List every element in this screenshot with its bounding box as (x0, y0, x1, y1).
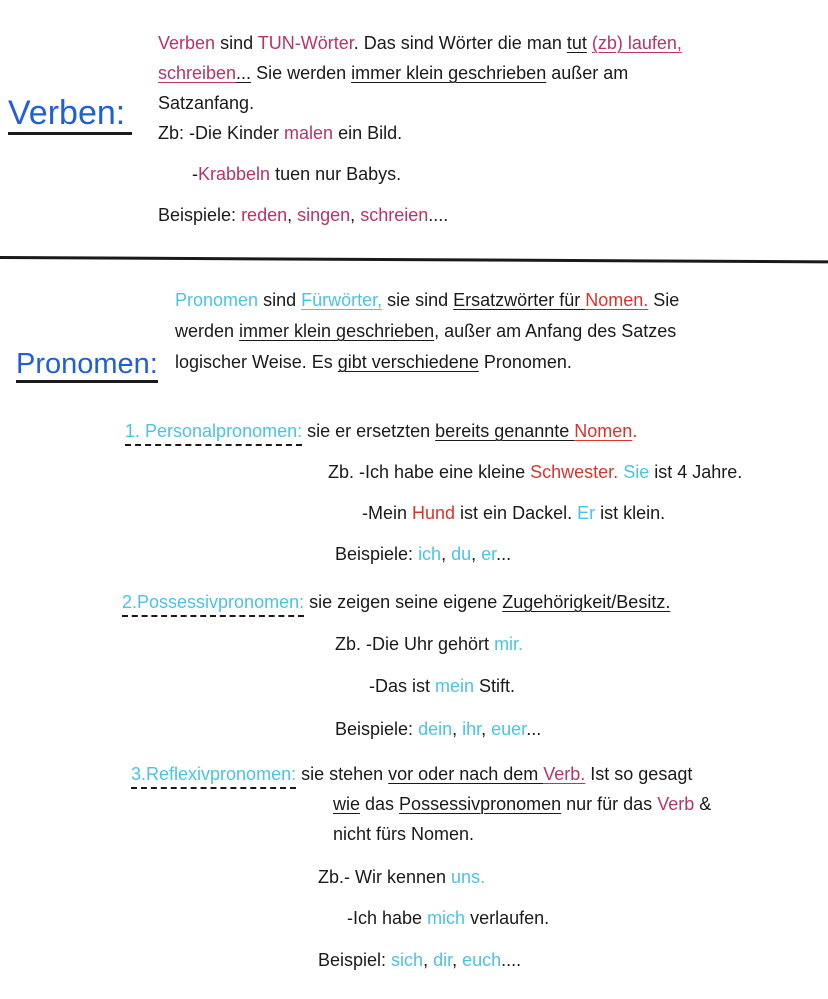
text: , (441, 544, 452, 564)
text: Beispiele: (158, 205, 242, 225)
text: , außer am Anfang des Satzes (434, 321, 677, 341)
term-fuerwoerter: Fürwörter, (301, 290, 383, 310)
possessivpronomen-example-2 (369, 677, 515, 695)
text: verlaufen. (465, 908, 550, 928)
text: Zb. -Ich habe eine kleine (328, 462, 531, 482)
term-verb: Verb (657, 794, 695, 814)
text: & (694, 794, 712, 814)
text: sich (391, 950, 424, 970)
possessivpronomen-beispiele (335, 720, 541, 738)
personalpronomen-example-2 (362, 504, 665, 522)
term-verb: Verb. (543, 764, 586, 784)
verb-krabbeln: Krabbeln (198, 164, 271, 184)
text: , (452, 719, 463, 739)
text: das (360, 794, 400, 814)
verben-def-line3: Satzanfang. (158, 93, 255, 113)
text: schreien (360, 205, 429, 225)
personalpronomen-example-1 (328, 463, 742, 481)
reflexivpronomen-beispiele (318, 951, 521, 969)
reflexivpronomen-example-1 (318, 868, 485, 886)
term-nomen: Nomen. (585, 290, 649, 310)
possessivpronomen-title: 2.Possessivpronomen: (122, 592, 304, 617)
text: ist 4 Jahre. (649, 462, 743, 482)
pronomen-def-line3 (175, 353, 572, 371)
text: Beispiele: (335, 544, 419, 564)
text: sind (258, 290, 302, 310)
pronomen-heading-underline (16, 380, 158, 383)
verben-example-1 (158, 124, 402, 142)
verben-def-line2 (158, 64, 628, 82)
text: , (287, 205, 298, 225)
reflexivpronomen-example-2 (347, 909, 549, 927)
text: mich (427, 908, 466, 928)
verben-heading: Verben: (8, 94, 126, 132)
underlined-verschiedene: gibt verschiedene (337, 352, 479, 372)
text: mir. (494, 634, 524, 654)
text: ... (236, 63, 252, 83)
text: dir (433, 950, 453, 970)
text: Sie (623, 462, 650, 482)
text: ist ein Dackel. (455, 503, 578, 523)
underlined-vor-oder-nach: vor oder nach dem (388, 764, 544, 784)
text: .... (501, 950, 522, 970)
text: nur für das (561, 794, 658, 814)
term-pronomen: Pronomen (175, 290, 259, 310)
text: euer (491, 719, 527, 739)
text: , (452, 950, 463, 970)
verben-example-2 (192, 165, 401, 183)
reflexivpronomen-line (131, 765, 692, 783)
pronomen-heading: Pronomen: (16, 348, 158, 380)
text: singen (297, 205, 351, 225)
text: - (192, 164, 198, 184)
text: ihr (462, 719, 482, 739)
text: , (481, 719, 492, 739)
text: , (423, 950, 434, 970)
text: Zb: -Die Kinder (158, 123, 285, 143)
text: ein Bild. (333, 123, 403, 143)
text: sie stehen (296, 764, 389, 784)
pronomen-def-line2 (175, 322, 676, 340)
text: -Mein (362, 503, 413, 523)
text: Hund (412, 503, 456, 523)
text: -Ich habe (347, 908, 428, 928)
text: sie er ersetzten (302, 421, 436, 441)
term-nomen: Nomen (574, 421, 633, 441)
text: .... (428, 205, 449, 225)
personalpronomen-beispiele (335, 545, 511, 563)
text: ... (526, 719, 542, 739)
text: uns. (451, 867, 486, 887)
example-schreiben: schreiben (158, 63, 237, 83)
text: Sie (648, 290, 680, 310)
text: euch (462, 950, 502, 970)
verben-def-line1 (158, 34, 682, 52)
text: . (632, 421, 638, 441)
term-verben: Verben (158, 33, 216, 53)
text: Sie werden (251, 63, 352, 83)
personalpronomen-title: 1. Personalpronomen: (125, 421, 302, 446)
text: sind (215, 33, 258, 53)
text: werden (175, 321, 240, 341)
reflexivpronomen-desc-line3: nicht fürs Nomen. (333, 824, 475, 844)
text: , (471, 544, 482, 564)
text: sie zeigen seine eigene (304, 592, 503, 612)
term-tun-woerter: TUN-Wörter (257, 33, 354, 53)
rule-klein-geschrieben: immer klein geschrieben (239, 321, 435, 341)
text: . Das sind Wörter die man (353, 33, 567, 53)
verben-heading-underline (8, 132, 132, 135)
rule-klein-geschrieben: immer klein geschrieben (351, 63, 547, 83)
text: Zb.- Wir kennen (318, 867, 452, 887)
underlined-zugehoerigkeit: Zugehörigkeit/Besitz. (502, 592, 671, 612)
text: , (350, 205, 361, 225)
text: du (451, 544, 472, 564)
reflexivpronomen-desc-line2 (333, 795, 711, 813)
text: er (481, 544, 497, 564)
text: logischer Weise. Es (175, 352, 338, 372)
possessivpronomen-example-1 (335, 635, 523, 653)
underlined-ersatzwoerter: Ersatzwörter für (453, 290, 586, 310)
text: Stift. (474, 676, 516, 696)
text: mein (435, 676, 475, 696)
text: tuen nur Babys. (270, 164, 402, 184)
text: wie (333, 794, 361, 814)
text: Ist so gesagt (585, 764, 693, 784)
text: -Das ist (369, 676, 436, 696)
reflexivpronomen-title: 3.Reflexivpronomen: (131, 764, 296, 789)
underlined-bereits-genannte: bereits genannte (435, 421, 575, 441)
personalpronomen-line (125, 422, 637, 440)
underlined-possessivpronomen: Possessivpronomen (399, 794, 562, 814)
text: ... (496, 544, 512, 564)
underlined-tut: tut (566, 33, 587, 53)
text: Zb. -Die Uhr gehört (335, 634, 495, 654)
text: außer am (546, 63, 629, 83)
section-divider (0, 256, 828, 263)
text: Beispiel: (318, 950, 392, 970)
pronomen-def-line1 (175, 291, 679, 309)
verb-malen: malen (284, 123, 334, 143)
verben-beispiele (158, 206, 448, 224)
text: Pronomen. (478, 352, 572, 372)
text: dein (418, 719, 453, 739)
text: sie sind (382, 290, 454, 310)
text: reden (241, 205, 288, 225)
text: Beispiele: (335, 719, 419, 739)
text: Schwester. (530, 462, 619, 482)
text: Er (577, 503, 596, 523)
text: ist klein. (595, 503, 666, 523)
possessivpronomen-line (122, 593, 670, 611)
text: ich (418, 544, 442, 564)
example-laufen: (zb) laufen, (591, 33, 682, 53)
